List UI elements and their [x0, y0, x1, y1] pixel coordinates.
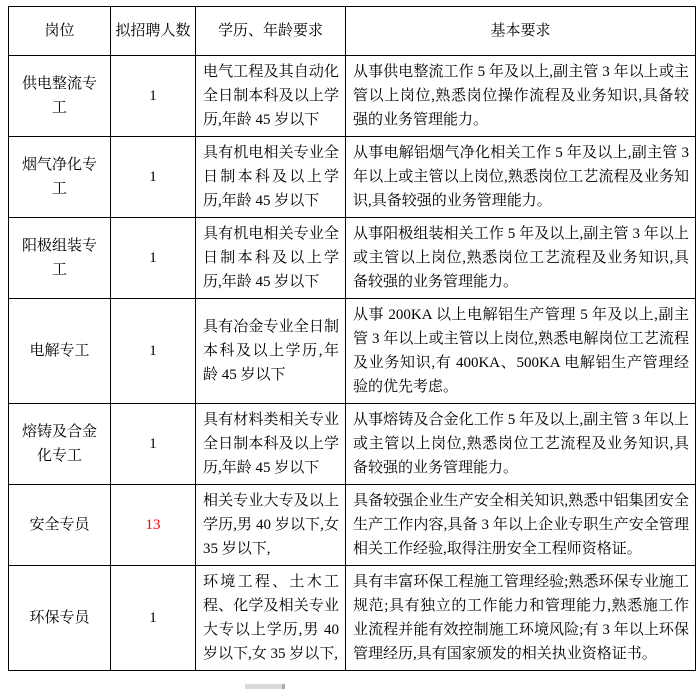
- header-row: [9, 7, 696, 56]
- table-header: [9, 7, 696, 56]
- education-age-cell: 具有冶金专业全日制本科及以上学历,年龄 45 岁以下: [196, 299, 346, 404]
- position-cell: 阳极组装专工: [9, 218, 111, 299]
- header-education-age: 学历、年龄要求: [196, 7, 346, 56]
- education-age-cell: 具有机电相关专业全日制本科及以上学历,年龄 45 岁以下: [196, 137, 346, 218]
- education-age-cell: 环境工程、土木工程、化学及相关专业大专以上学历,男 40 岁以下,女 35 岁以下,: [196, 566, 346, 671]
- position-cell: 熔铸及合金化专工: [9, 404, 111, 485]
- position-cell: 环保专员: [9, 566, 111, 671]
- basic-requirements-cell: 具备较强企业生产安全相关知识,熟悉中铝集团安全生产工作内容,具备 3 年以上企业专职生产安全管理相关工作经验,取得注册安全工程师资格证。: [346, 485, 696, 566]
- table-row: [9, 404, 696, 485]
- position-cell: 烟气净化专工: [9, 137, 111, 218]
- table-row: [9, 485, 696, 566]
- table-row: [9, 218, 696, 299]
- position-cell: 电解专工: [9, 299, 111, 404]
- recruitment-table: [8, 6, 696, 671]
- education-age-cell: 具有材料类相关专业全日制本科及以上学历,年龄 45 岁以下: [196, 404, 346, 485]
- basic-requirements-cell: 从事阳极组装相关工作 5 年及以上,副主管 3 年以上或主管以上岗位,熟悉岗位工艺流程及业务知识,具备较强的业务管理能力。: [346, 218, 696, 299]
- education-age-cell: 电气工程及其自动化全日制本科及以上学历,年龄 45 岁以下: [196, 56, 346, 137]
- position-cell: 安全专员: [9, 485, 111, 566]
- education-age-cell: 相关专业大专及以上学历,男 40 岁以下,女 35 岁以下,: [196, 485, 346, 566]
- basic-requirements-cell: 从事电解铝烟气净化相关工作 5 年及以上,副主管 3 年以上或主管以上岗位,熟悉岗位工艺流程及业务知识,具备较强的业务管理能力。: [346, 137, 696, 218]
- headcount-cell: 1: [111, 137, 196, 218]
- headcount-cell: 1: [111, 566, 196, 671]
- headcount-cell: 1: [111, 299, 196, 404]
- position-cell: 供电整流专工: [9, 56, 111, 137]
- scrollbar-thumb-fragment: [245, 684, 285, 689]
- headcount-cell: 1: [111, 56, 196, 137]
- table-body: [9, 56, 696, 671]
- header-position: 岗位: [9, 7, 111, 56]
- basic-requirements-cell: 从事供电整流工作 5 年及以上,副主管 3 年以上或主管以上岗位,熟悉岗位操作流程及业务知识,具备较强的业务管理能力。: [346, 56, 696, 137]
- basic-requirements-cell: 从事 200KA 以上电解铝生产管理 5 年及以上,副主管 3 年以上或主管以上岗位,熟悉电解岗位工艺流程及业务知识,有 400KA、500KA 电解铝生产管理经验的优先考虑。: [346, 299, 696, 404]
- headcount-cell: 13: [111, 485, 196, 566]
- basic-requirements-cell: 具有丰富环保工程施工管理经验;熟悉环保专业施工规范;具有独立的工作能力和管理能力,熟悉施工作业流程并能有效控制施工环境风险;有 3 年以上环保管理经历,具有国家颁发的相关执业资格证书。: [346, 566, 696, 671]
- table-row: [9, 299, 696, 404]
- table-row: [9, 566, 696, 671]
- education-age-cell: 具有机电相关专业全日制本科及以上学历,年龄 45 岁以下: [196, 218, 346, 299]
- headcount-cell: 1: [111, 404, 196, 485]
- basic-requirements-cell: 从事熔铸及合金化工作 5 年及以上,副主管 3 年以上或主管以上岗位,熟悉岗位工艺流程及业务知识,具备较强的业务管理能力。: [346, 404, 696, 485]
- table-row: [9, 56, 696, 137]
- header-basic-requirements: 基本要求: [346, 7, 696, 56]
- header-headcount: 拟招聘人数: [111, 7, 196, 56]
- headcount-cell: 1: [111, 218, 196, 299]
- table-row: [9, 137, 696, 218]
